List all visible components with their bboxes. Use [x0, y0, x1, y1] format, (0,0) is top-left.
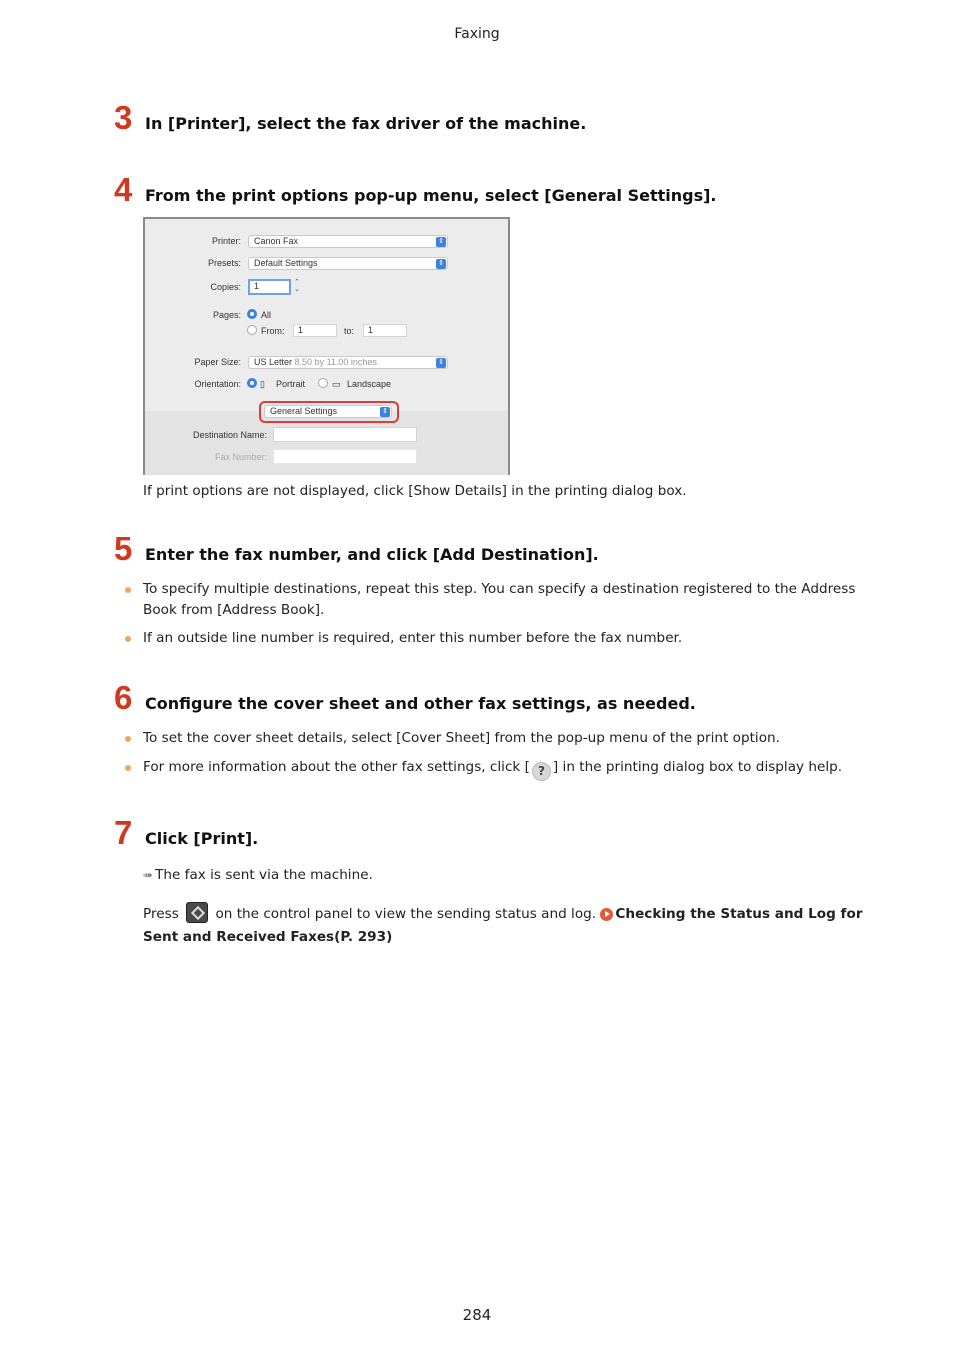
copies-field[interactable]: 1	[248, 279, 291, 295]
link-arrow-icon	[600, 908, 613, 921]
paper-size-label: Paper Size:	[194, 357, 241, 367]
paper-size-popup[interactable]	[248, 356, 448, 369]
page-number: 284	[462, 1306, 492, 1324]
press-text-post: on the control panel to view the sending status and log.	[215, 906, 597, 922]
pages-from-label: From:	[261, 326, 285, 336]
bullet-dot-icon	[125, 636, 131, 642]
to-label: to:	[344, 326, 355, 336]
fax-number-label: Fax Number:	[214, 452, 267, 462]
general-settings-value: General Settings	[270, 406, 338, 416]
copies-label: Copies:	[210, 282, 241, 292]
list-item	[125, 628, 865, 649]
bullet-text-post: ] in the printing dialog box to display help.	[552, 759, 843, 775]
paper-size-dimensions: 8.50 by 11.00 inches	[294, 357, 377, 367]
print-dialog-screenshot	[143, 217, 510, 475]
step-5	[114, 532, 599, 565]
landscape-radio[interactable]	[318, 378, 328, 388]
step-7-note	[143, 902, 883, 949]
step-title: Configure the cover sheet and other fax settings, as needed.	[145, 694, 696, 713]
step-7	[114, 816, 258, 849]
popup-arrows-icon: ⇕	[436, 358, 446, 368]
destination-name-field[interactable]	[273, 427, 417, 442]
from-field[interactable]: 1	[293, 324, 337, 337]
presets-popup[interactable]	[248, 257, 448, 270]
step-title: Click [Print].	[145, 829, 259, 848]
landscape-icon: ▭	[332, 379, 341, 389]
help-icon: ?	[532, 762, 551, 781]
general-settings-popup[interactable]	[264, 405, 392, 418]
bullet-text: To specify multiple destinations, repeat this step. You can specify a destination registered to the Address Book from [Address Book].	[143, 581, 856, 618]
status-monitor-key-icon	[186, 902, 208, 923]
bullet-text: To set the cover sheet details, select [Cover Sheet] from the pop-up menu of the print option.	[143, 730, 780, 746]
bullet-text-pre: For more information about the other fax settings, click [	[143, 759, 530, 775]
step-title: Enter the fax number, and click [Add Destination].	[145, 545, 599, 564]
to-field[interactable]: 1	[363, 324, 407, 337]
list-item	[125, 757, 865, 781]
dialog-main-panel	[145, 219, 508, 411]
step-6	[114, 681, 696, 714]
step-number: 7	[114, 814, 133, 851]
step-number: 5	[114, 530, 133, 567]
popup-arrows-icon: ⇕	[436, 237, 446, 247]
list-item	[125, 728, 865, 749]
step-4-note: If print options are not displayed, click [Show Details] in the printing dialog box.	[143, 483, 687, 499]
fax-number-field[interactable]	[273, 449, 417, 464]
pages-from-radio[interactable]	[247, 325, 257, 335]
bullet-text: If an outside line number is required, enter this number before the fax number.	[143, 630, 683, 646]
pages-label: Pages:	[212, 310, 241, 320]
step-3	[114, 101, 586, 134]
popup-arrows-icon: ⇕	[380, 407, 390, 417]
step-number: 4	[114, 171, 133, 208]
running-header: Faxing	[454, 26, 500, 42]
bullet-dot-icon	[125, 765, 131, 771]
printer-popup[interactable]	[248, 235, 448, 248]
copies-stepper-icon[interactable]: ⌃ ⌄	[294, 279, 300, 293]
result-text: The fax is sent via the machine.	[155, 867, 373, 883]
printer-label: Printer:	[211, 236, 241, 246]
printer-value: Canon Fax	[254, 236, 299, 246]
pages-all-radio[interactable]	[247, 309, 257, 319]
bullet-dot-icon	[125, 736, 131, 742]
step-4	[114, 173, 717, 206]
presets-value: Default Settings	[254, 258, 318, 268]
destination-name-label: Destination Name:	[192, 430, 267, 440]
cross-reference-link[interactable]: Checking the Status and Log for Sent and Received Faxes(P. 293)	[143, 906, 863, 945]
list-item	[125, 579, 865, 621]
step-title: From the print options pop-up menu, select [General Settings].	[145, 186, 717, 205]
pages-all-label: All	[261, 310, 272, 320]
paper-size-value: US Letter	[254, 357, 293, 367]
press-text: Press	[143, 906, 179, 922]
step-title: In [Printer], select the fax driver of the machine.	[145, 114, 587, 133]
step-number: 6	[114, 679, 133, 716]
portrait-label: Portrait	[276, 379, 306, 389]
bullet-dot-icon	[125, 587, 131, 593]
popup-arrows-icon: ⇕	[436, 259, 446, 269]
presets-label: Presets:	[207, 258, 241, 268]
orientation-label: Orientation:	[194, 379, 241, 389]
portrait-icon: ▯	[260, 379, 265, 389]
step-number: 3	[114, 99, 133, 136]
portrait-radio[interactable]	[247, 378, 257, 388]
landscape-label: Landscape	[347, 379, 392, 389]
step-7-result	[143, 865, 373, 886]
result-arrow-icon: ➠	[143, 868, 154, 882]
